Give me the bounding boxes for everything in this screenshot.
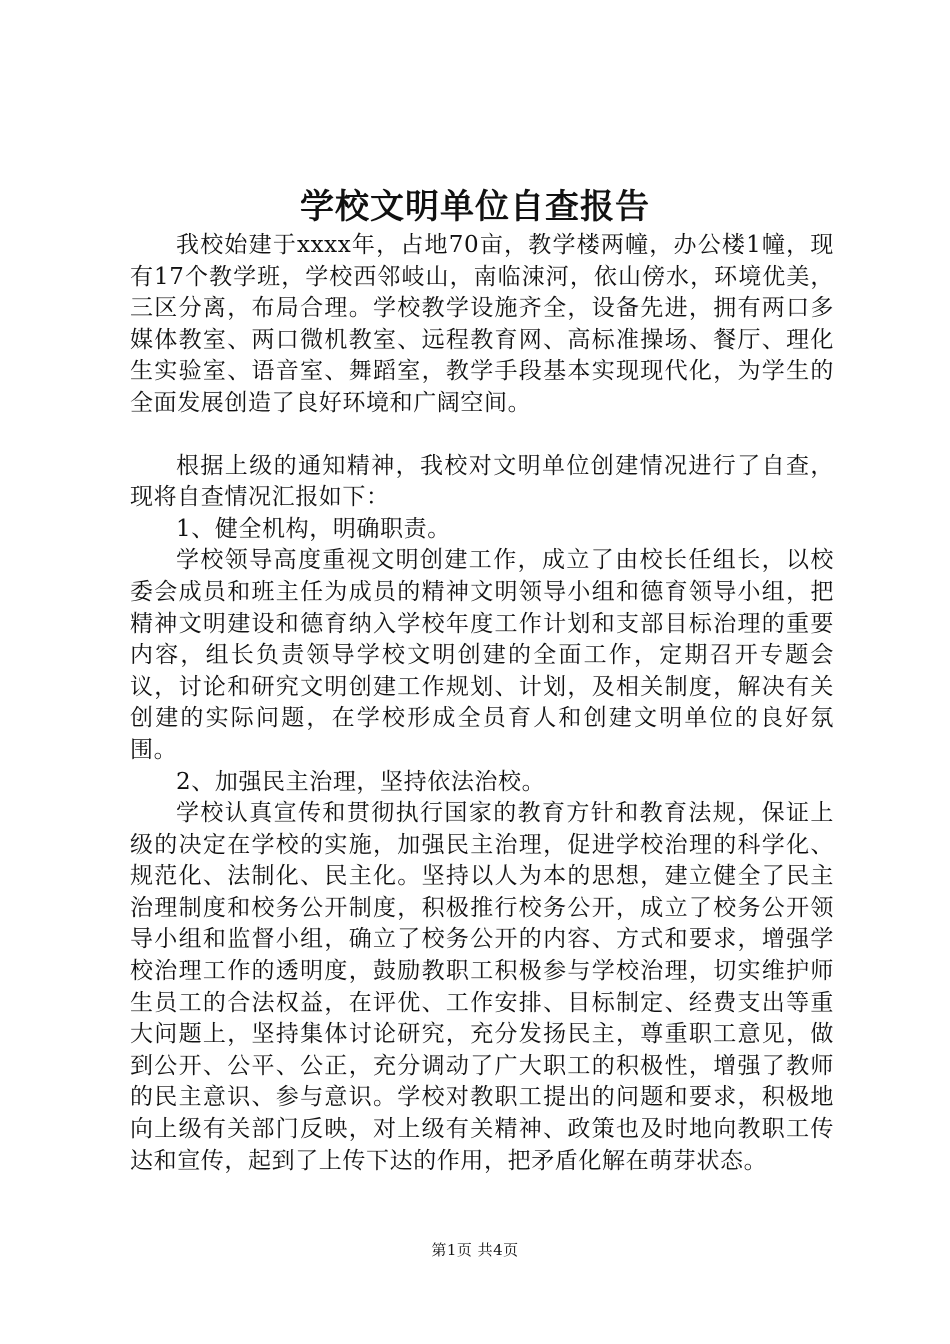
section-heading-2: 2、加强民主治理，坚持依法治校。 (176, 768, 546, 795)
paragraph-school-intro: 我校始建于xxxx年，占地70亩，教学楼两幢，办公楼1幢，现有17个教学班，学校西邻岐山，南临涑河，依山傍水，环境优美，三区分离，布局合理。学校教学设施齐全，设备先进，拥有两口多媒体教室、两口微机教室、远程教育网、高标准操场、餐厅、理化生实验室、语音室、舞蹈室，教学手段基本实现现代化，为学生的全面发展创造了良好环境和广阔空间。 (130, 232, 834, 416)
page-number-footer: 第1页 共4页 (431, 1241, 519, 1259)
document-title: 学校文明单位自查报告 (300, 187, 650, 227)
paragraph-section-1: 学校领导高度重视文明创建工作，成立了由校长任组长，以校委会成员和班主任为成员的精神文明领导小组和德育领导小组，把精神文明建设和德育纳入学校年度工作计划和支部目标治理的重要内容，组长负责领导学校文明创建的全面工作，定期召开专题会议，讨论和研究文明创建工作规划、计划，及相关制度，解决有关创建的实际问题，在学校形成全员育人和创建文明单位的良好氛围。 (130, 547, 834, 763)
document-body (130, 230, 834, 1177)
paragraph-report-intro: 根据上级的通知精神，我校对文明单位创建情况进行了自查，现将自查情况汇报如下： (130, 452, 834, 511)
paragraph-section-2: 学校认真宣传和贯彻执行国家的教育方针和教育法规，保证上级的决定在学校的实施，加强民主治理，促进学校治理的科学化、规范化、法制化、民主化。坚持以人为本的思想，建立健全了民主治理制度和校务公开制度，积极推行校务公开，成立了校务公开领导小组和监督小组，确立了校务公开的内容、方式和要求，增强学校治理工作的透明度，鼓励教职工积极参与学校治理，切实维护师生员工的合法权益，在评优、工作安排、目标制定、经费支出等重大问题上，坚持集体讨论研究，充分发扬民主，尊重职工意见，做到公开、公平、公正，充分调动了广大职工的积极性，增强了教师的民主意识、参与意识。学校对教职工提出的问题和要求，积极地向上级有关部门反映，对上级有关精神、政策也及时地向教职工传达和宣传，起到了上传下达的作用，把矛盾化解在萌芽状态。 (130, 800, 834, 1174)
section-heading-1: 1、健全机构，明确职责。 (176, 515, 451, 542)
